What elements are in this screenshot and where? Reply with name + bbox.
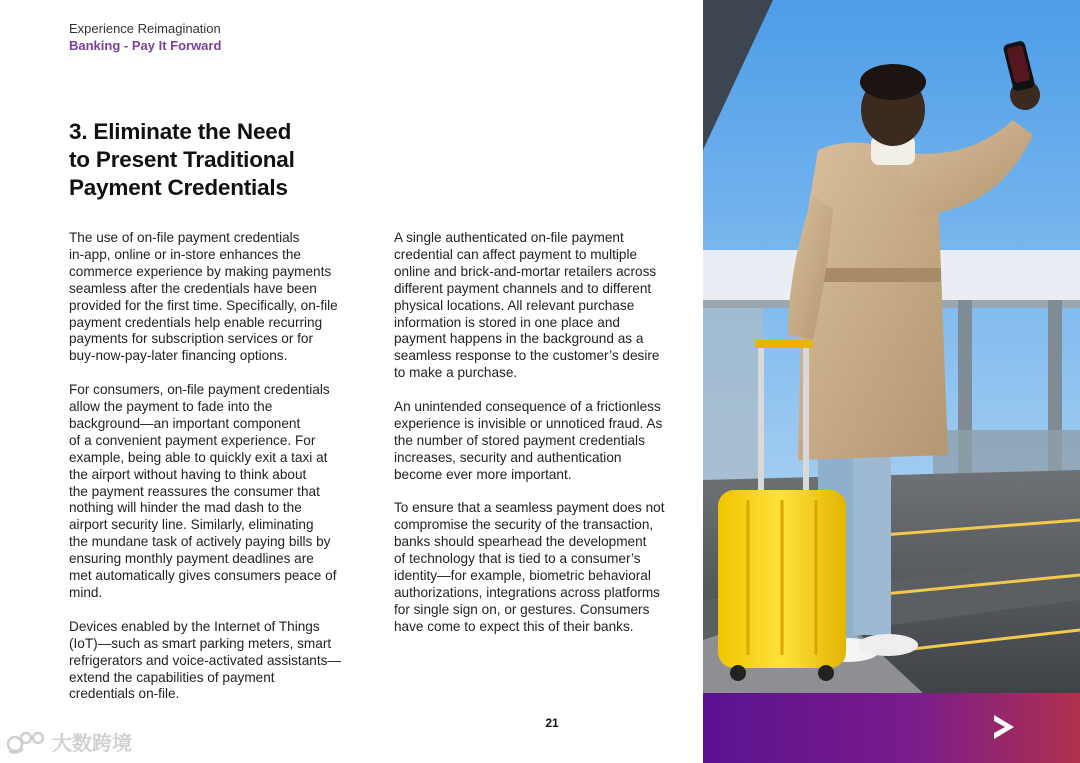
paragraph	[69, 382, 365, 602]
watermark	[6, 727, 132, 756]
text-line: increases, security and authentication	[394, 449, 622, 465]
heading-line: to Present Traditional	[69, 147, 295, 172]
text-line: met automatically gives consumers peace of	[69, 568, 337, 584]
header-subtitle: Banking - Pay It Forward	[69, 38, 222, 53]
text-line: extend the capabilities of payment	[69, 669, 275, 685]
text-line: the number of stored payment credentials	[394, 432, 645, 448]
text-line: allow the payment to fade into the	[69, 399, 273, 415]
text-line: buy-now-pay-later financing options.	[69, 348, 288, 364]
text-line: seamless response to the customer’s desire	[394, 348, 660, 364]
text-line: compromise the security of the transaction,	[394, 517, 654, 533]
text-line: commerce experience by making payments	[69, 263, 332, 279]
text-line: ensuring monthly payment deadlines are	[69, 551, 314, 567]
text-line: payments for subscription services or for	[69, 331, 314, 347]
text-line: To ensure that a seamless payment does not	[394, 500, 665, 516]
traveler-illustration	[703, 0, 1080, 693]
text-line: seamless after the credentials have been	[69, 280, 317, 296]
text-line: example, being able to quickly exit a taxi at	[69, 449, 328, 465]
text-line: information is stored in one place and	[394, 314, 620, 330]
text-line: the payment reassures the consumer that	[69, 483, 320, 499]
text-line: An unintended consequence of a frictionless	[394, 399, 661, 415]
chevron-right-icon	[992, 714, 1016, 740]
text-line: The use of on-file payment credentials	[69, 230, 300, 245]
text-line: online and brick-and-mortar retailers across	[394, 263, 657, 279]
watermark-text: 大数跨境	[52, 733, 132, 755]
paragraph	[69, 619, 365, 704]
text-line: identity—for example, biometric behavioral	[394, 568, 651, 584]
heading-line: Payment Credentials	[69, 175, 288, 200]
text-line: become ever more important.	[394, 466, 572, 482]
text-line: For consumers, on-file payment credentials	[69, 382, 330, 398]
text-line: credential can affect payment to multiple	[394, 246, 638, 262]
text-line: nothing will hinder the mad dash to the	[69, 500, 302, 516]
text-line: mind.	[69, 585, 103, 601]
text-line: authorizations, integrations across platforms	[394, 585, 660, 600]
text-line: A single authenticated on-file payment	[394, 230, 624, 245]
right-column	[394, 230, 686, 653]
paragraph	[394, 230, 686, 382]
text-line: of technology that is tied to a consumer’s	[394, 551, 641, 567]
brand-band	[703, 693, 1080, 763]
text-line: payment happens in the background as a	[394, 331, 644, 347]
text-line: of a convenient payment experience. For	[69, 432, 316, 448]
text-line: Devices enabled by the Internet of Things	[69, 618, 320, 634]
page-number: 21	[545, 716, 559, 730]
text-line: background—an important component	[69, 415, 301, 431]
paragraph	[394, 500, 686, 635]
watermark-logo-icon	[6, 729, 48, 755]
text-line: different payment channels and to different	[394, 280, 652, 296]
text-line: provided for the first time. Specifically, on-file	[69, 297, 338, 313]
text-line: (IoT)—such as smart parking meters, smart	[69, 635, 332, 651]
text-line: for single sign on, or gestures. Consumers	[394, 601, 650, 617]
heading-line: 3. Eliminate the Need	[69, 119, 292, 144]
text-line: in-app, online or in-store enhances the	[69, 246, 301, 262]
left-column	[69, 230, 365, 720]
paragraph	[394, 399, 686, 484]
text-line: airport security line. Similarly, eliminating	[69, 517, 314, 533]
section-heading	[69, 118, 369, 202]
text-line: have come to expect this of their banks.	[394, 618, 634, 634]
text-line: to make a purchase.	[394, 365, 518, 381]
text-line: refrigerators and voice-activated assistants—	[69, 652, 341, 668]
header-kicker: Experience Reimagination	[69, 21, 221, 36]
text-line: credentials on-file.	[69, 686, 180, 702]
traveler-photo	[703, 0, 1080, 693]
text-line: the mundane task of actively paying bills by	[69, 534, 331, 550]
text-line: banks should spearhead the development	[394, 534, 647, 550]
text-line: the airport without having to think about	[69, 466, 307, 482]
text-line: physical locations. All relevant purchase	[394, 297, 635, 313]
paragraph	[69, 230, 365, 365]
text-line: payment credentials help enable recurring	[69, 314, 323, 330]
text-line: experience is invisible or unnoticed fraud. As	[394, 415, 663, 431]
